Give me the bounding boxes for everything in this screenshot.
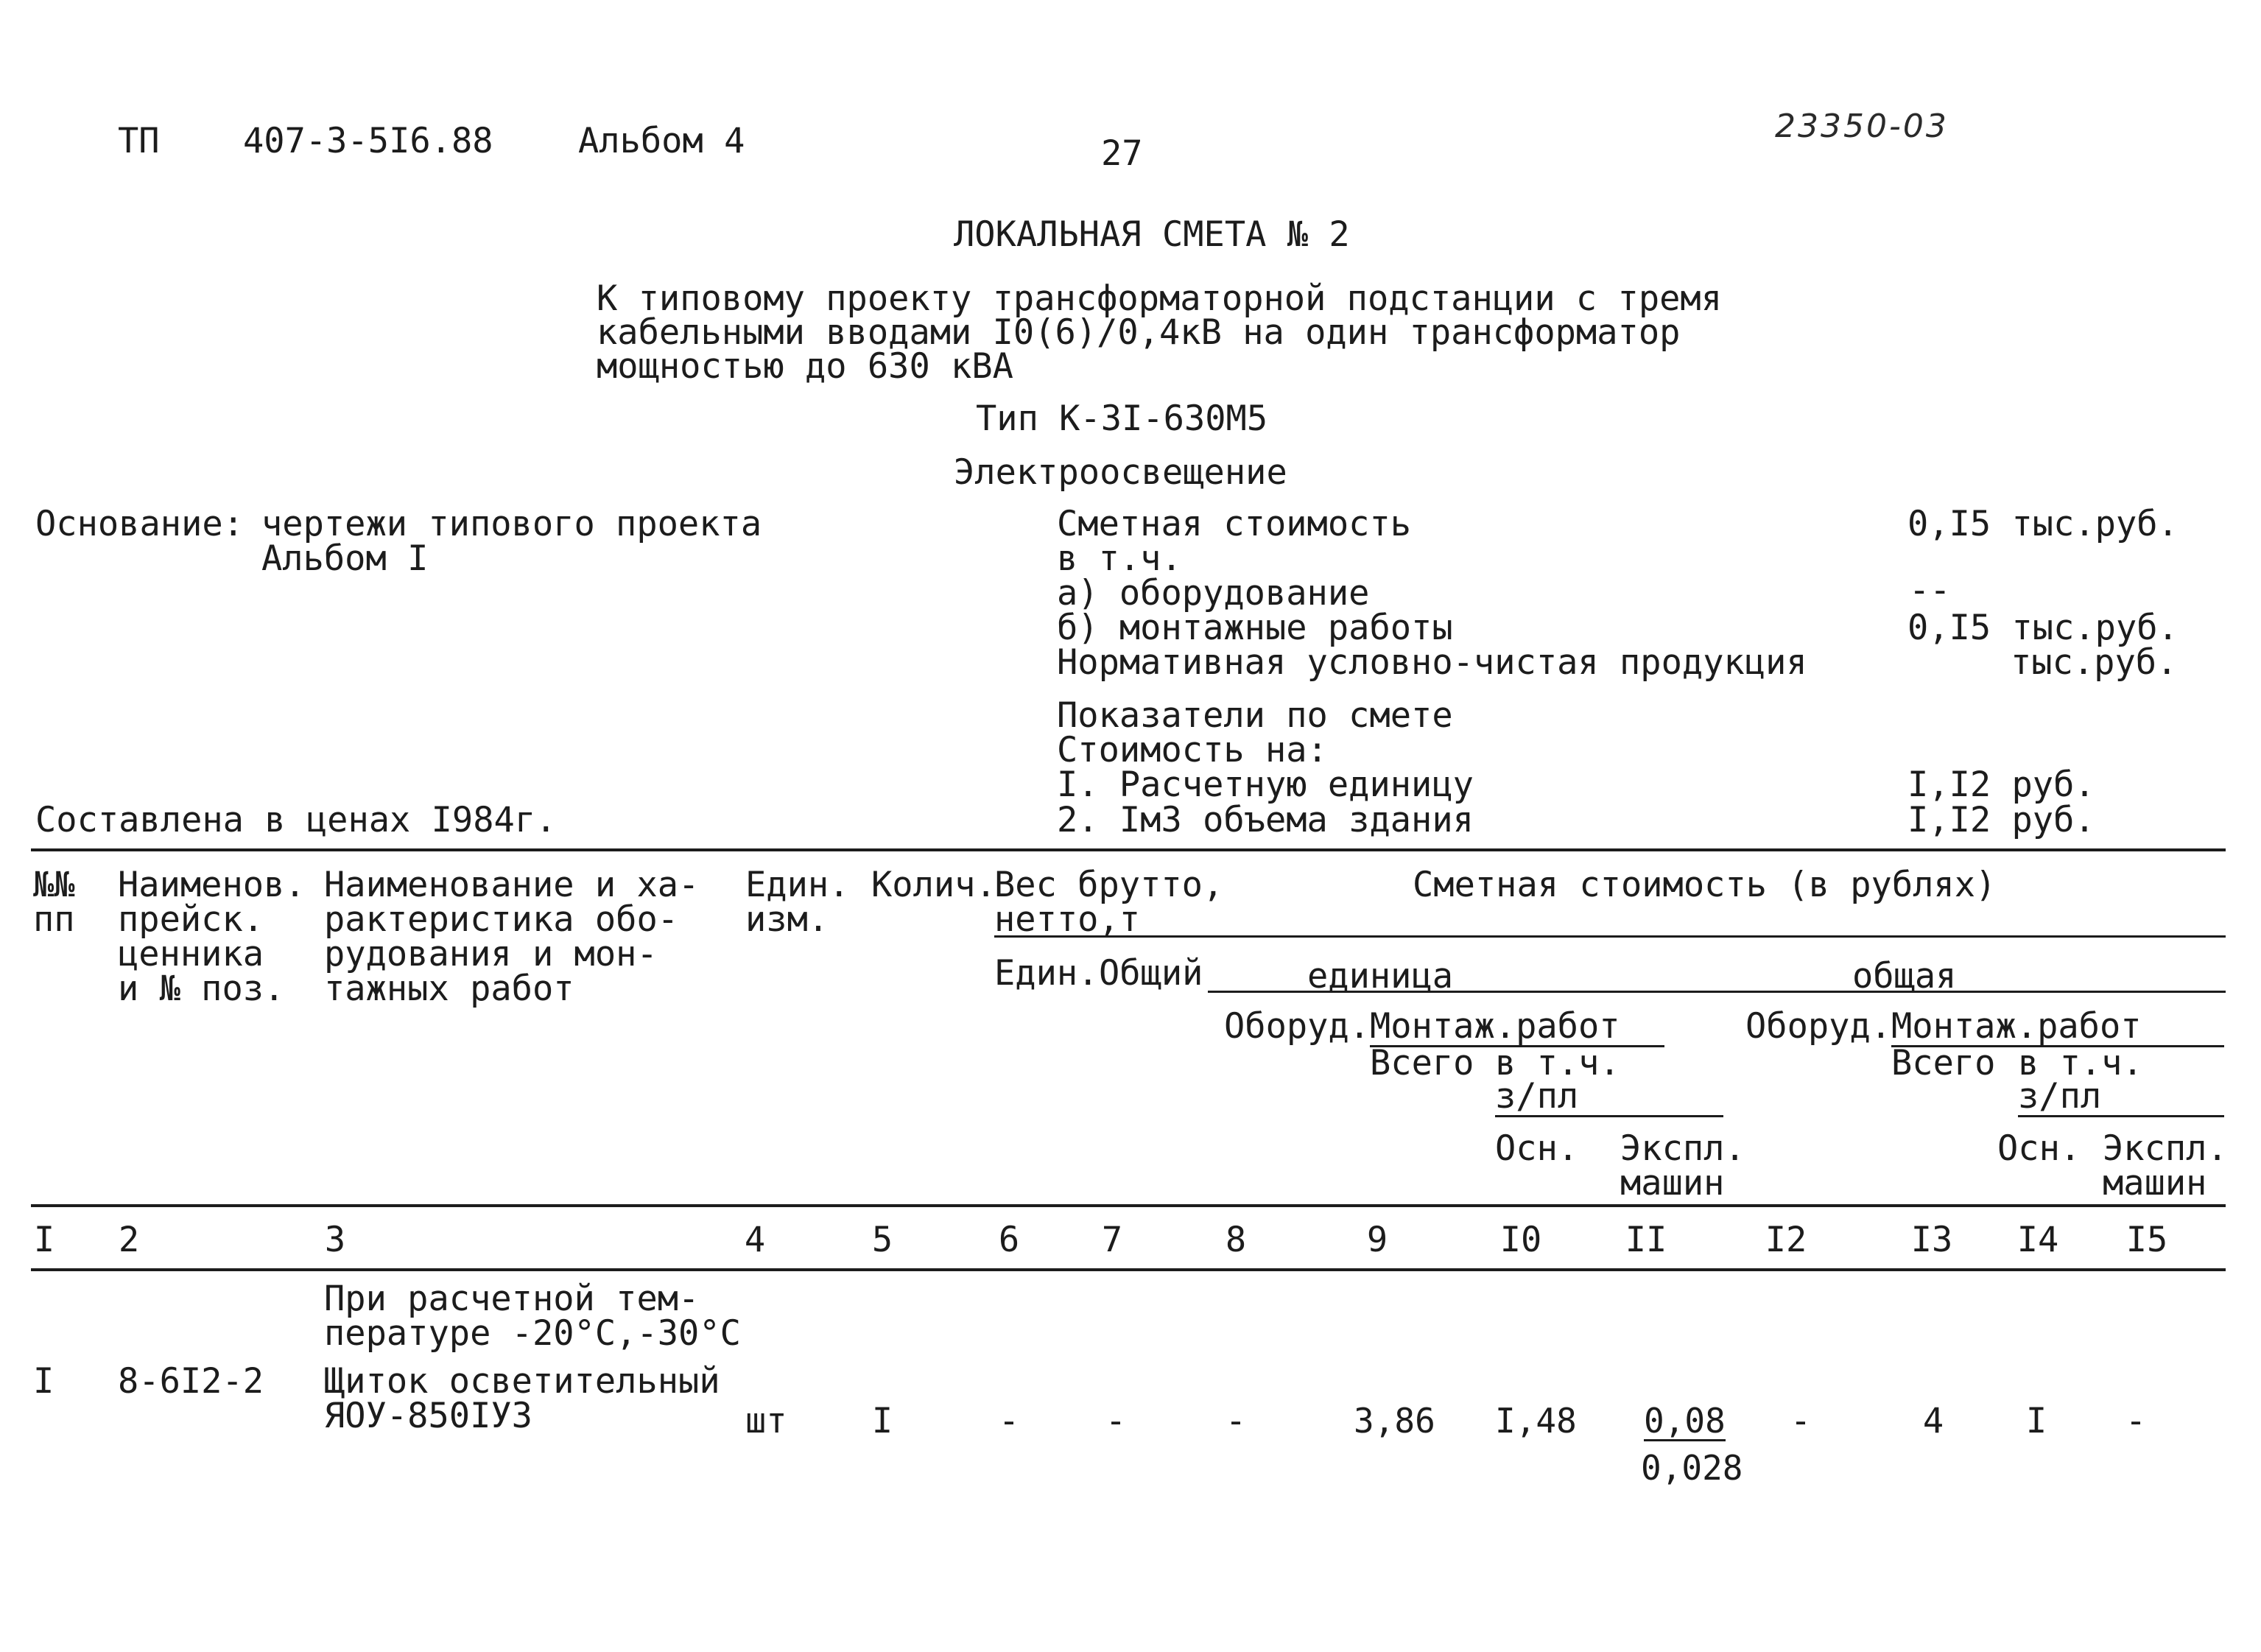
row-name-line-2: ЯОУ-850IУ3 <box>324 1396 532 1436</box>
indicator-label-2: 2. Iм3 объема здания <box>1057 800 1474 840</box>
head-unit-all: Всего <box>1370 1043 1474 1083</box>
head-col4-line2: изм. <box>745 899 829 940</box>
head-col2-line1: Наименов. <box>118 865 306 905</box>
head-col2-line3: ценника <box>118 934 264 974</box>
head-weight-netto: нетто,т <box>994 899 1141 940</box>
head-unit-incl: в т.ч. <box>1495 1043 1620 1083</box>
row-number: I <box>33 1361 54 1402</box>
project-number: 407-3-5I6.88 <box>243 121 493 161</box>
estimate-title: ЛОКАЛЬНАЯ СМЕТА № 2 <box>954 214 1350 255</box>
col-number-1: I <box>33 1220 55 1260</box>
cost-value-mounting: 0,I5 тыс.руб. <box>1907 608 2179 648</box>
table-top-rule <box>31 848 2226 851</box>
row-col8: - <box>1225 1401 1247 1441</box>
col-number-4: 4 <box>744 1220 766 1260</box>
row-col13: 4 <box>1922 1401 1944 1441</box>
head-col2-line2: прейск. <box>118 899 264 940</box>
col-number-15: I5 <box>2125 1220 2168 1260</box>
head-total-expl-1: Экспл. <box>2103 1128 2228 1169</box>
head-weight-brutto: Вес брутто, <box>994 865 1224 905</box>
row-col7: - <box>1105 1401 1127 1441</box>
row-col15: - <box>2125 1401 2147 1441</box>
row-col11-top: 0,08 <box>1644 1401 1726 1441</box>
row-col14: I <box>2025 1401 2047 1441</box>
indicator-label-1: I. Расчетную единицу <box>1057 765 1474 805</box>
head-total-expl-2: машин <box>2103 1163 2207 1203</box>
indicators-title: Показатели по смете <box>1057 695 1453 736</box>
row-unit: шт <box>745 1401 787 1441</box>
row-col12: - <box>1790 1401 1812 1441</box>
row-name-line-1: Щиток осветительный <box>324 1361 720 1402</box>
note-line-2: пературе -20°С,-30°С <box>324 1313 741 1354</box>
col-number-13: I3 <box>1910 1220 1953 1260</box>
album-label: Альбом 4 <box>578 121 745 161</box>
head-total-all: Всего <box>1891 1043 1996 1083</box>
cost-label-mounting: б) монтажные работы <box>1057 608 1453 648</box>
col-number-8: 8 <box>1225 1220 1247 1260</box>
page-number: 27 <box>1101 133 1143 174</box>
col-number-14: I4 <box>2016 1220 2059 1260</box>
row-quantity: I <box>871 1401 893 1441</box>
description-line-3: мощностью до 630 кВА <box>597 346 1013 387</box>
head-total-incl: в т.ч. <box>2018 1043 2143 1083</box>
section-title: Электроосвещение <box>954 452 1287 493</box>
cost-value-equipment: -- <box>1909 570 1951 611</box>
head-col3-line3: рудования и мон- <box>324 934 658 974</box>
row-col11-bottom: 0,028 <box>1641 1448 1743 1488</box>
col-number-7: 7 <box>1101 1220 1123 1260</box>
cost-label-net-production: Нормативная условно-чистая продукция <box>1057 642 1807 683</box>
head-col5: Колич. <box>871 865 996 905</box>
row-col6: - <box>998 1401 1020 1441</box>
row-col10: I,48 <box>1495 1401 1577 1441</box>
col-number-9: 9 <box>1366 1220 1388 1260</box>
head-unit-mount-work: Монтаж.работ <box>1370 1009 1664 1047</box>
head-unit-osn: Осн. <box>1495 1128 1579 1169</box>
head-col3-line1: Наименование и ха- <box>324 865 700 905</box>
basis-line-1: чертежи типового проекта <box>261 504 762 544</box>
head-weight-total: Общий <box>1099 953 1203 994</box>
head-cost-title: Сметная стоимость (в рублях) <box>1413 865 1997 905</box>
cost-on-label: Стоимость на: <box>1057 730 1328 770</box>
head-col3-line2: рактеристика обо- <box>324 899 679 940</box>
head-col1-line2: пп <box>33 899 75 940</box>
head-total-zpl: з/пл <box>2018 1079 2224 1117</box>
head-total-mount-work: Монтаж.работ <box>1891 1009 2224 1047</box>
description-line-2: кабельными вводами I0(6)/0,4кВ на один трансформатор <box>597 312 1681 353</box>
head-col2-line4: и № поз. <box>118 969 285 1009</box>
head-unit-expl-2: машин <box>1620 1163 1725 1203</box>
cost-value-total: 0,I5 тыс.руб. <box>1907 504 2179 544</box>
note-line-1: При расчетной тем- <box>324 1279 700 1319</box>
indicator-value-2: I,I2 руб. <box>1907 800 2095 840</box>
col-numbers-bottom-rule <box>31 1268 2226 1271</box>
cost-label-equipment: а) оборудование <box>1057 573 1370 614</box>
description-line-1: К типовому проекту трансформаторной подстанции с тремя <box>597 278 1723 319</box>
head-col4-line1: Един. <box>745 865 850 905</box>
head-total-equip: Оборуд. <box>1745 1006 1892 1047</box>
col-number-10: I0 <box>1499 1220 1542 1260</box>
col-number-11: II <box>1625 1220 1667 1260</box>
head-unit-group: единица <box>1307 956 1454 997</box>
head-unit-equip: Оборуд. <box>1224 1006 1371 1047</box>
doc-code-tp: ТП <box>118 121 160 161</box>
head-col3-line4: тажных работ <box>324 969 574 1009</box>
col-number-3: 3 <box>324 1220 346 1260</box>
head-total-group: общая <box>1852 956 1957 997</box>
weight-header-rule <box>994 935 2226 938</box>
basis-line-2: Альбом I <box>261 538 429 579</box>
row-price-code: 8-6I2-2 <box>118 1361 264 1402</box>
col-number-12: I2 <box>1765 1220 1807 1260</box>
prices-year: Составлена в ценах I984г. <box>35 800 557 840</box>
head-col1-line1: №№ <box>33 865 75 905</box>
row-col9: 3,86 <box>1354 1401 1435 1441</box>
col-number-5: 5 <box>871 1220 893 1260</box>
basis-label: Основание: <box>35 504 244 544</box>
handwritten-stamp: 23350-03 <box>1775 108 1949 145</box>
head-unit-expl-1: Экспл. <box>1620 1128 1745 1169</box>
cost-value-net-production: тыс.руб. <box>2011 642 2178 683</box>
cost-label-total: Сметная стоимость <box>1057 504 1412 544</box>
head-total-osn: Осн. <box>1997 1128 2081 1169</box>
head-unit-zpl: з/пл <box>1495 1079 1723 1117</box>
header-bottom-rule <box>31 1204 2226 1207</box>
cost-label-incl: в т.ч. <box>1057 538 1182 579</box>
indicator-value-1: I,I2 руб. <box>1907 765 2095 805</box>
col-number-2: 2 <box>118 1220 140 1260</box>
col-number-6: 6 <box>998 1220 1020 1260</box>
substation-type: Тип К-3I-630М5 <box>976 398 1268 439</box>
head-weight-unit: Един. <box>994 953 1099 994</box>
